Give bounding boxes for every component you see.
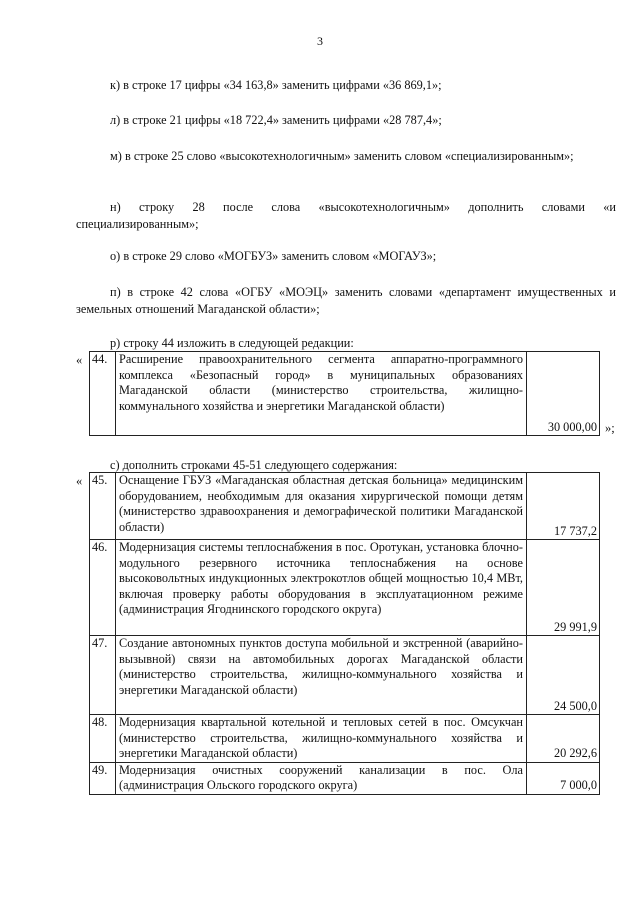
table-row: [90, 762, 600, 794]
row-text: Создание автономных пунктов доступа мобильной и экстренной (аварийно-вызывной) связи на автомобильных дорогах Магаданской области (министерство строительства, жилищно-коммунального хозяйства и энергетики Магаданской области): [116, 636, 527, 715]
quote-open-2: «: [76, 474, 83, 488]
page-number: 3: [317, 34, 323, 48]
row-value: 7 000,0: [527, 762, 600, 794]
row-number: 47.: [90, 636, 116, 715]
paragraph-r: р) строку 44 изложить в следующей редакции:: [110, 336, 354, 350]
row-value: 17 737,2: [527, 473, 600, 540]
quote-close-1: »;: [605, 421, 615, 435]
quote-open-1: «: [76, 353, 83, 367]
row-text: Модернизация квартальной котельной и тепловых сетей в пос. Омсукчан (министерство строительства, жилищно-коммунального хозяйства и энергетики Магаданской области): [116, 715, 527, 763]
row-number: 48.: [90, 715, 116, 763]
table-row: [90, 540, 600, 636]
row-number: 45.: [90, 473, 116, 540]
paragraph-l: л) в строке 21 цифры «18 722,4» заменить цифрами «28 787,4»;: [110, 113, 442, 127]
table-rows-45-49: [89, 472, 600, 795]
paragraph-o: о) в строке 29 слово «МОГБУЗ» заменить словом «МОГАУЗ»;: [110, 249, 437, 263]
table-row: [90, 715, 600, 763]
table-row: [90, 636, 600, 715]
row-value: 30 000,00: [527, 352, 600, 436]
row-number: 46.: [90, 540, 116, 636]
row-value: 29 991,9: [527, 540, 600, 636]
table-row-44: [89, 351, 600, 436]
row-text: Модернизация системы теплоснабжения в пос. Оротукан, установка блочно-модульного резервного источника теплоснабжения на основе высоковольтных индукционных электрокотлов общей мощностью 10,4 МВт, включая проверку работы оборудования в эксплуатационном режиме (администрация Ягоднинского городского округа): [116, 540, 527, 636]
row-text: Модернизация очистных сооружений канализации в пос. Ола (администрация Ольского городского округа): [116, 762, 527, 794]
paragraph-p: п) в строке 42 слова «ОГБУ «МОЭЦ» заменить словами «департамент имущественных и земельных отношений Магаданской области»;: [76, 285, 616, 316]
row-number: 49.: [90, 762, 116, 794]
paragraph-k: к) в строке 17 цифры «34 163,8» заменить цифрами «36 869,1»;: [110, 78, 442, 92]
paragraph-m: м) в строке 25 слово «высокотехнологичным» заменить словом «специализированным»;: [110, 149, 574, 163]
row-value: 24 500,0: [527, 636, 600, 715]
row-value: 20 292,6: [527, 715, 600, 763]
row-text: Расширение правоохранительного сегмента аппаратно-программного комплекса «Безопасный город» в муниципальных образованиях Магаданской области (министерство строительства, жилищно-коммунального хозяйства и энергетики Магаданской области): [116, 352, 527, 436]
row-text: Оснащение ГБУЗ «Магаданская областная детская больница» медицинским оборудованием, необходимым для оказания хирургической помощи детям (министерство здравоохранения и демографической политики Магаданской области): [116, 473, 527, 540]
paragraph-s: с) дополнить строками 45-51 следующего содержания:: [110, 458, 398, 472]
paragraph-n: н) строку 28 после слова «высокотехнологичным» дополнить словами «и специализированным»;: [76, 200, 616, 231]
row-number: 44.: [90, 352, 116, 436]
table-row: [90, 473, 600, 540]
table-row: [90, 352, 600, 436]
